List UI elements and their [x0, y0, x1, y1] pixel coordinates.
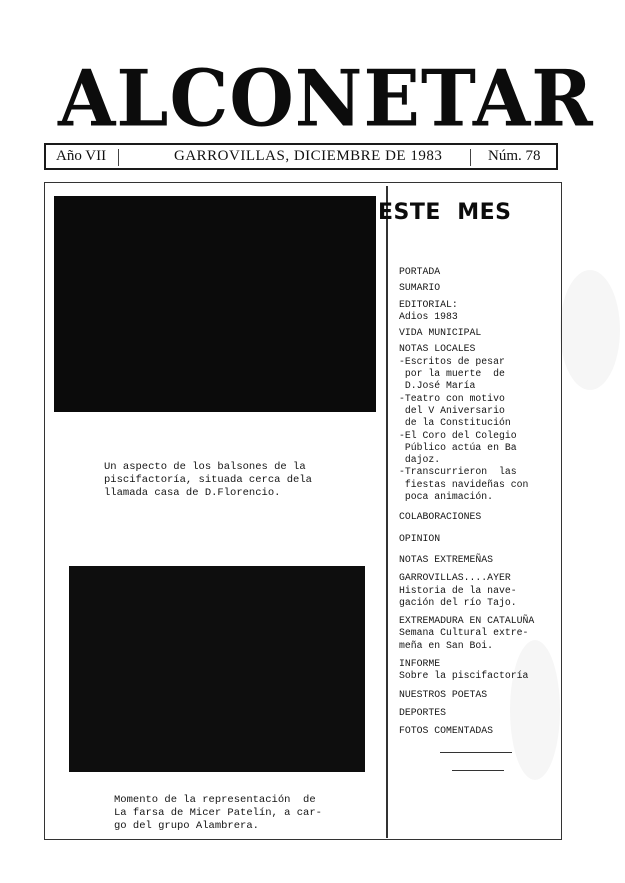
photo-caption: Un aspecto de los balsones de la piscifactoría, situada cerca dela llamada casa de D.Florencio.	[104, 461, 312, 499]
issue-number: Núm. 78	[488, 148, 541, 164]
dateline-separator	[118, 149, 119, 166]
toc-item: SUMARIO	[399, 282, 441, 294]
toc-item: NOTAS LOCALES -Escritos de pesar por la muerte de D.José María -Teatro con motivo del V Aniversario de la Constitución -El Coro del Colegio Público actúa en Ba dajoz. -Transcurrieron las fiestas navideñas con poca animación.	[399, 343, 529, 503]
photo-fish-farm	[54, 196, 376, 412]
toc-item: COLABORACIONES	[399, 511, 482, 523]
column-divider	[386, 186, 388, 838]
toc-item: GARROVILLAS....AYER Historia de la nave- gación del río Tajo.	[399, 572, 517, 608]
paper-smudge	[560, 270, 620, 390]
toc-item: INFORME Sobre la piscifactoría	[399, 658, 529, 682]
toc-item: NOTAS EXTREMEÑAS	[399, 553, 494, 565]
closing-rule	[440, 752, 512, 753]
toc-item: PORTADA	[399, 266, 441, 277]
closing-rule	[452, 770, 504, 771]
toc-item: DEPORTES	[399, 706, 447, 718]
toc-item: FOTOS COMENTADAS	[399, 725, 494, 737]
place-and-date: GARROVILLAS, DICIEMBRE DE 1983	[174, 148, 443, 164]
dateline-separator	[470, 149, 471, 166]
toc-item: EXTREMADURA EN CATALUÑA Semana Cultural extre- meña en San Boi.	[399, 615, 535, 651]
dateline-bar	[44, 143, 558, 170]
table-of-contents	[399, 266, 569, 738]
issue-year: Año VII	[56, 148, 107, 164]
toc-item: NUESTROS POETAS	[399, 688, 488, 700]
toc-item: OPINION	[399, 532, 441, 544]
photo-theatre-play	[69, 566, 365, 772]
photo-caption: Momento de la representación de La farsa de Micer Patelín, a car- go del grupo Alambrera.	[114, 794, 322, 832]
masthead-title: ALCONETAR	[58, 54, 594, 145]
toc-item: EDITORIAL: Adios 1983	[399, 298, 458, 322]
contents-heading: ESTE MES	[378, 200, 512, 225]
toc-item: VIDA MUNICIPAL	[399, 327, 482, 339]
